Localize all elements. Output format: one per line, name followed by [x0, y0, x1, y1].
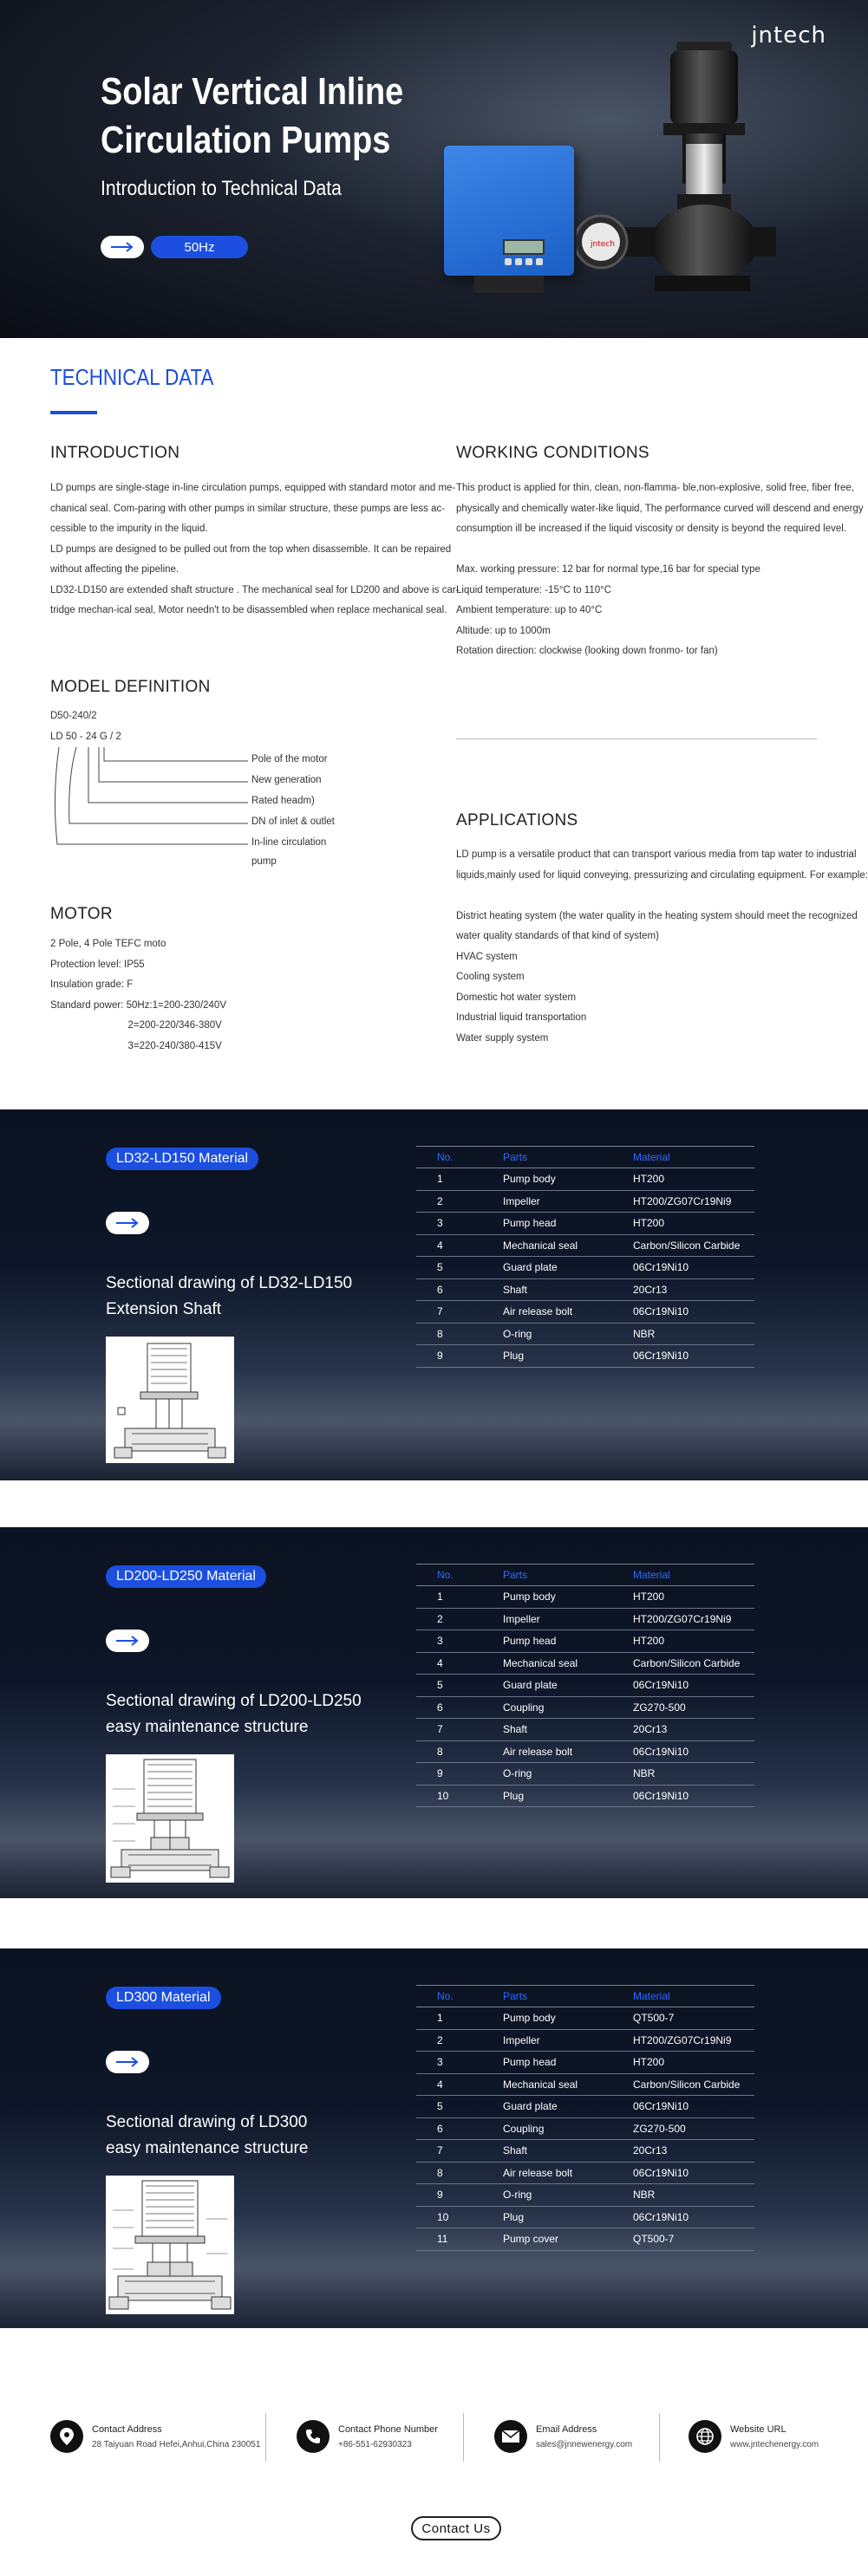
applications-line: liquids,mainly used for liquid conveying, pressurizing and circulating equipment. For example: [456, 869, 868, 881]
cell-no: 1 [416, 1586, 503, 1609]
controller-cable-box [474, 276, 544, 293]
intro-line: without affecting the pipeline. [50, 564, 179, 575]
table-row [416, 2073, 754, 2096]
model-definition-heading: MODEL DEFINITION [50, 678, 211, 696]
cell-no: 7 [416, 1719, 503, 1741]
table-row [416, 2140, 754, 2163]
title-line-1: Solar Vertical Inline [101, 70, 404, 113]
cell-material: Carbon/Silicon Carbide [633, 1652, 754, 1675]
table-row [416, 1763, 754, 1786]
cell-part: Guard plate [503, 1675, 633, 1697]
col-header-no: No. [416, 1147, 503, 1168]
technical-data-title: TECHNICAL DATA [50, 364, 214, 390]
table-row [416, 1675, 754, 1697]
divider-line [456, 738, 817, 739]
motor-text [50, 934, 226, 1057]
cell-material: HT200 [633, 1630, 754, 1653]
cell-material: Carbon/Silicon Carbide [633, 2073, 754, 2096]
model-label-head: Rated headm) [251, 796, 315, 806]
cell-material: 20Cr13 [633, 1278, 754, 1301]
title-line-2: Circulation Pumps [101, 119, 391, 161]
cell-material: HT200 [633, 2052, 754, 2074]
table-row [416, 1740, 754, 1763]
working-line: physically and chemically water-like liquid, The performance curved will descend and energy [456, 503, 864, 514]
cell-no: 8 [416, 1740, 503, 1763]
col-header-material: Material [633, 1564, 754, 1586]
cell-part: Pump head [503, 1630, 633, 1653]
contact-website-title: Website URL [730, 2423, 786, 2435]
divider [659, 2413, 660, 2462]
table-row [416, 1652, 754, 1675]
arrow-right-icon [114, 2056, 140, 2068]
applications-line: Industrial liquid transportation [456, 1012, 587, 1023]
material-tag: LD200-LD250 Material [106, 1565, 266, 1588]
material-table [416, 1564, 754, 1807]
col-header-no: No. [416, 1986, 503, 2007]
table-row [416, 2228, 754, 2251]
solar-pump-controller-image [444, 146, 574, 276]
cell-material: ZG270-500 [633, 2117, 754, 2140]
sectional-drawing-image [106, 1337, 234, 1463]
table-row [416, 1278, 754, 1301]
frequency-badge[interactable]: 50Hz [151, 236, 248, 258]
page-subtitle: Introduction to Technical Data [101, 177, 342, 200]
col-header-parts: Parts [503, 1564, 633, 1586]
cell-no: 5 [416, 1675, 503, 1697]
cell-part: Mechanical seal [503, 2073, 633, 2096]
cell-material: 06Cr19Ni10 [633, 1675, 754, 1697]
cell-part: Pump head [503, 1213, 633, 1235]
cell-no: 7 [416, 1301, 503, 1324]
table-row [416, 1785, 754, 1807]
cell-part: O-ring [503, 1323, 633, 1345]
arrow-right-icon [114, 1635, 140, 1647]
cell-part: Impeller [503, 1190, 633, 1213]
contact-address [50, 2406, 260, 2467]
cell-no: 4 [416, 1652, 503, 1675]
table-row [416, 1323, 754, 1345]
cell-material: NBR [633, 1323, 754, 1345]
cell-part: Plug [503, 2206, 633, 2228]
location-icon [50, 2420, 83, 2453]
contact-email [494, 2406, 632, 2467]
material-table [416, 1146, 754, 1368]
cell-no: 6 [416, 1696, 503, 1719]
cell-no: 8 [416, 1323, 503, 1345]
model-leader-lines [50, 709, 362, 882]
page-title [101, 68, 403, 165]
controller-display [503, 239, 545, 255]
material-section-ld200-ld250 [0, 1527, 868, 1898]
cell-material: 06Cr19Ni10 [633, 1345, 754, 1368]
cell-part: Pump body [503, 1586, 633, 1609]
cell-material: 06Cr19Ni10 [633, 2162, 754, 2184]
model-label-dn: DN of inlet & outlet [251, 816, 335, 827]
applications-line [456, 886, 868, 907]
arrow-right-icon [114, 1217, 140, 1229]
applications-heading: APPLICATIONS [456, 811, 578, 829]
cell-part: Air release bolt [503, 1740, 633, 1763]
cell-no: 9 [416, 1763, 503, 1786]
table-row [416, 2162, 754, 2184]
motor-line: Protection level: IP55 [50, 959, 145, 970]
col-header-parts: Parts [503, 1986, 633, 2007]
cell-part: Pump body [503, 2007, 633, 2030]
caption-line-1: Sectional drawing of LD200-LD250 [106, 1692, 362, 1710]
cell-part: Air release bolt [503, 2162, 633, 2184]
model-label-generation: New generation [251, 775, 322, 785]
cell-no: 4 [416, 2073, 503, 2096]
introduction-text [50, 478, 460, 621]
section-arrow-button[interactable] [106, 2051, 149, 2073]
cell-part: Mechanical seal [503, 1234, 633, 1257]
intro-line: LD32-LD150 are extended shaft structure . The mechanical seal for LD200 and above is car- [50, 584, 460, 595]
applications-line: District heating system (the water quality in the heating system should meet the recognized [456, 910, 858, 921]
phone-icon [297, 2420, 330, 2453]
applications-text [456, 845, 868, 1049]
cell-part: Pump body [503, 1168, 633, 1191]
caption-line-1: Sectional drawing of LD32-LD150 [106, 1274, 353, 1292]
cell-part: Impeller [503, 2029, 633, 2052]
cell-material: 06Cr19Ni10 [633, 2096, 754, 2118]
intro-line: cessible to the impurity in the liquid. [50, 524, 208, 534]
applications-line: Cooling system [456, 972, 525, 982]
material-table [416, 1985, 754, 2251]
cell-material: NBR [633, 2184, 754, 2207]
cell-material: 06Cr19Ni10 [633, 2206, 754, 2228]
cell-material: HT200 [633, 1213, 754, 1235]
applications-line: LD pump is a versatile product that can transport various media from tap water to industrial [456, 849, 857, 860]
cell-no: 11 [416, 2228, 503, 2251]
table-row [416, 2206, 754, 2228]
cell-part: Shaft [503, 1278, 633, 1301]
cell-no: 4 [416, 1234, 503, 1257]
introduction-heading: INTRODUCTION [50, 444, 180, 462]
cell-material: 20Cr13 [633, 2140, 754, 2163]
table-row [416, 1608, 754, 1630]
cell-no: 10 [416, 2206, 503, 2228]
sectional-drawing-image [106, 2176, 234, 2314]
section-caption [106, 1688, 362, 1740]
contact-website-value[interactable]: www.jntechenergy.com [730, 2439, 819, 2449]
intro-line: chanical seal. Com-paring with other pumps in similar structure, these pumps are less ac- [50, 503, 446, 514]
cell-no: 3 [416, 1630, 503, 1653]
cell-material: 20Cr13 [633, 1719, 754, 1741]
col-header-parts: Parts [503, 1147, 633, 1168]
email-icon [494, 2420, 527, 2453]
table-row [416, 1168, 754, 1191]
contact-address-title: Contact Address [92, 2423, 162, 2435]
table-row [416, 1586, 754, 1609]
sectional-drawing-image [106, 1754, 234, 1883]
working-line: Altitude: up to 1000m [456, 625, 551, 636]
applications-line: water quality standards of that kind of system) [456, 931, 659, 941]
intro-line: LD pumps are designed to be pulled out from the top when disassemble. It can be repaired [50, 543, 452, 555]
caption-line-2: easy maintenance structure [106, 1718, 309, 1736]
caption-line-2: Extension Shaft [106, 1300, 222, 1318]
table-row [416, 2096, 754, 2118]
section-arrow-button[interactable] [106, 1630, 149, 1652]
cell-material: HT200 [633, 1168, 754, 1191]
table-row [416, 1345, 754, 1368]
cell-no: 5 [416, 1257, 503, 1279]
contact-website [689, 2406, 819, 2467]
applications-line: Water supply system [456, 1032, 549, 1044]
contact-us-button[interactable]: Contact Us [411, 2516, 501, 2540]
hero-arrow-button[interactable] [101, 236, 144, 258]
table-row [416, 1257, 754, 1279]
cell-material: 06Cr19Ni10 [633, 1785, 754, 1807]
cell-no: 2 [416, 2029, 503, 2052]
cell-part: Shaft [503, 2140, 633, 2163]
motor-line: 2 Pole, 4 Pole TEFC moto [50, 939, 166, 949]
cell-part: O-ring [503, 2184, 633, 2207]
applications-line: HVAC system [456, 951, 518, 962]
table-row [416, 2029, 754, 2052]
divider [265, 2413, 266, 2462]
table-row [416, 1234, 754, 1257]
contact-phone-title: Contact Phone Number [338, 2423, 438, 2435]
cell-material: 06Cr19Ni10 [633, 1301, 754, 1324]
material-section-ld32-ld150 [0, 1109, 868, 1480]
cell-part: Shaft [503, 1719, 633, 1741]
applications-line: Domestic hot water system [456, 992, 577, 1003]
cell-part: Coupling [503, 1696, 633, 1719]
intro-line: LD pumps are single-stage in-line circulation pumps, equipped with standard motor and me- [50, 483, 456, 493]
cell-part: Mechanical seal [503, 1652, 633, 1675]
cell-material: HT200 [633, 1586, 754, 1609]
motor-line: Insulation grade: F [50, 979, 134, 990]
working-line: Liquid temperature: -15°C to 110°C [456, 584, 612, 595]
section-caption [106, 2110, 308, 2162]
cell-no: 2 [416, 1608, 503, 1630]
brand-logo: jntech [751, 23, 826, 49]
cell-material: QT500-7 [633, 2007, 754, 2030]
cell-part: Pump cover [503, 2228, 633, 2251]
model-code-breakdown: LD 50 - 24 G / 2 [50, 732, 121, 742]
cell-material: Carbon/Silicon Carbide [633, 1234, 754, 1257]
globe-icon [689, 2420, 721, 2453]
motor-line: 3=220-240/380-415V [50, 1040, 222, 1051]
vertical-pump-image [577, 42, 776, 302]
table-row [416, 1719, 754, 1741]
table-row [416, 2052, 754, 2074]
svg-text:jntech: jntech [591, 240, 615, 249]
working-line: Rotation direction: clockwise (looking down fronmo- tor fan) [456, 646, 718, 656]
cell-part: O-ring [503, 1763, 633, 1786]
caption-line-1: Sectional drawing of LD300 [106, 2113, 308, 2131]
divider [463, 2413, 464, 2462]
cell-no: 7 [416, 2140, 503, 2163]
section-caption [106, 1271, 352, 1323]
cell-no: 6 [416, 2117, 503, 2140]
cell-no: 5 [416, 2096, 503, 2118]
col-header-material: Material [633, 1147, 754, 1168]
motor-line: 2=200-220/346-380V [50, 1020, 222, 1031]
table-row [416, 2007, 754, 2030]
cell-material: 06Cr19Ni10 [633, 1257, 754, 1279]
contact-address-value: 28 Taiyuan Road Hefei,Anhui,China 230051 [92, 2439, 261, 2449]
cell-part: Air release bolt [503, 1301, 633, 1324]
controller-keys [505, 258, 543, 265]
arrow-right-icon [109, 241, 135, 253]
contact-email-value[interactable]: sales@jnnewenergy.com [536, 2439, 633, 2449]
cell-no: 1 [416, 2007, 503, 2030]
cell-material: HT200/ZG07Cr19Ni9 [633, 2029, 754, 2052]
working-conditions-text [456, 478, 864, 662]
cell-no: 3 [416, 1213, 503, 1235]
motor-heading: MOTOR [50, 905, 113, 923]
working-line: Max. working pressure: 12 bar for normal type,16 bar for special type [456, 564, 760, 575]
working-line: consumption ill be increased if the liquid viscosity or density is beyond the required level. [456, 524, 847, 534]
model-definition-diagram [50, 709, 362, 882]
table-row [416, 2184, 754, 2207]
cell-no: 9 [416, 1345, 503, 1368]
material-tag: LD32-LD150 Material [106, 1148, 258, 1170]
contact-info-bar [0, 2406, 868, 2467]
cell-part: Guard plate [503, 2096, 633, 2118]
working-conditions-heading: WORKING CONDITIONS [456, 444, 649, 462]
contact-phone [297, 2406, 438, 2467]
model-label-pump: pump [251, 856, 277, 867]
table-row [416, 1190, 754, 1213]
cell-no: 6 [416, 1278, 503, 1301]
cell-material: NBR [633, 1763, 754, 1786]
working-line: Ambient temperature: up to 40°C [456, 605, 603, 615]
title-underline [50, 411, 97, 414]
section-arrow-button[interactable] [106, 1212, 149, 1234]
intro-line: tridge mechan-ical seal, Motor needn't to be disassembled when replace mechanical seal. [50, 605, 447, 615]
contact-email-title: Email Address [536, 2423, 597, 2435]
caption-line-2: easy maintenance structure [106, 2139, 309, 2157]
contact-phone-value[interactable]: +86-551-62930323 [338, 2439, 412, 2449]
cell-no: 1 [416, 1168, 503, 1191]
cell-no: 9 [416, 2184, 503, 2207]
model-label-inline: In-line circulation [251, 837, 327, 848]
working-line [456, 540, 864, 561]
cell-material: QT500-7 [633, 2228, 754, 2251]
cell-material: HT200/ZG07Cr19Ni9 [633, 1608, 754, 1630]
col-header-no: No. [416, 1564, 503, 1586]
hero-banner [0, 0, 868, 338]
cell-part: Plug [503, 1345, 633, 1368]
table-row [416, 1213, 754, 1235]
cell-no: 8 [416, 2162, 503, 2184]
working-line: This product is applied for thin, clean, non-flamma- ble,non-explosive, solid free, fiber free, [456, 483, 854, 493]
cell-part: Impeller [503, 1608, 633, 1630]
cell-material: ZG270-500 [633, 1696, 754, 1719]
table-row [416, 2117, 754, 2140]
motor-line: Standard power: 50Hz:1=200-230/240V [50, 999, 226, 1011]
cell-no: 3 [416, 2052, 503, 2074]
cell-no: 2 [416, 1190, 503, 1213]
cell-part: Coupling [503, 2117, 633, 2140]
material-section-ld300 [0, 1948, 868, 2328]
col-header-material: Material [633, 1986, 754, 2007]
cell-part: Pump head [503, 2052, 633, 2074]
cell-material: HT200/ZG07Cr19Ni9 [633, 1190, 754, 1213]
cell-part: Plug [503, 1785, 633, 1807]
table-row [416, 1696, 754, 1719]
model-label-pole: Pole of the motor [251, 754, 328, 764]
cell-part: Guard plate [503, 1257, 633, 1279]
cell-no: 10 [416, 1785, 503, 1807]
table-row [416, 1301, 754, 1324]
table-row [416, 1630, 754, 1653]
material-tag: LD300 Material [106, 1987, 221, 2009]
cell-material: 06Cr19Ni10 [633, 1740, 754, 1763]
model-code-example: D50-240/2 [50, 711, 97, 721]
